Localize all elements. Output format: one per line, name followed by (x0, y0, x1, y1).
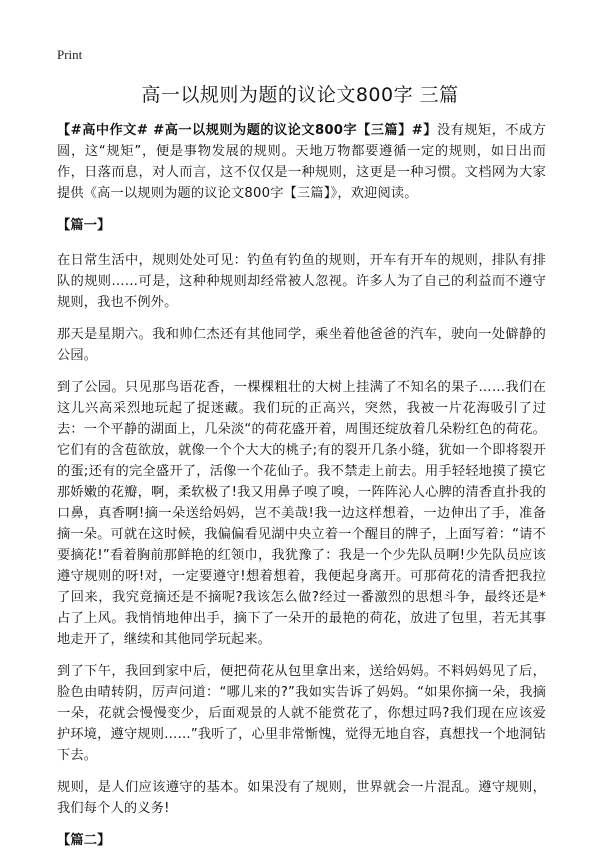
paragraph-3: 到了公园。只见那鸟语花香，一棵棵粗壮的大树上挂满了不知名的果子……我们在这儿兴高采烈地玩起了捉迷藏。我们玩的正高兴，突然，我被一片花海吸引了过去：一个平静的湖面上，几朵淡“的荷花盛开着，周围还绽放着几朵粉红色的荷花。它们有的含苞欲放，就像一个个大大的桃子;有的裂开几条小缝，犹如一个即将裂开的蛋;还有的完全盛开了，活像一个花仙子。我不禁走上前去。用手轻轻地摸了摸它那娇嫩的花瓣，啊，柔软极了!我又用鼻子嗅了嗅，一阵阵沁人心脾的清香直扑我的口鼻，真香啊!摘一朵送给妈妈，岂不美哉!我一边这样想着，一边伸出了手，准备摘一朵。可就在这时候，我偏偏看见湖中央立着一个醒目的牌子，上面写着：“请不要摘花!”看着胸前那鲜艳的红领巾，我犹豫了：我是一个少先队员啊!少先队员应该遵守规则的呀!对，一定要遵守!想着想着，我便起身离开。可那荷花的清香把我拉了回来，我究竟摘还是不摘呢?我该怎么做?经过一番激烈的思想斗争，最终还是*占了上风。我悄悄地伸出手，摘下了一朵开的最艳的荷花，放进了包里，若无其事地走开了，继续和其他同学玩起来。 (57, 380, 546, 647)
paragraph-2: 那天是星期六。我和帅仁杰还有其他同学，乘坐着他爸爸的汽车，驶向一处僻静的公园。 (57, 327, 546, 363)
intro-tags: 【#高中作文# #高一以规则为题的议论文800字【三篇】#】 (57, 123, 437, 138)
paragraph-5: 规则，是人们应该遵守的基本。如果没有了规则，世界就会一片混乱。遵守规则，我们每个人的义务! (57, 780, 546, 816)
article-body (57, 120, 546, 865)
section-heading-1: 【篇一】 (57, 218, 111, 233)
paragraph-4: 到了下午，我回到家中后，便把荷花从包里拿出来，送给妈妈。不料妈妈见了后，脸色由晴转阴，厉声问道：“哪儿来的?”我如实告诉了妈妈。“如果你摘一朵，我摘一朵，花就会慢慢变少，后面观景的人就不能赏花了，你想过吗?我们现在应该爱护环境，遵守规则……”我听了，心里非常惭愧，觉得无地自容，真想找一个地洞钻下去。 (57, 664, 546, 763)
page-title: 高一以规则为题的议论文800字 三篇 (141, 84, 459, 106)
intro-text: 没有规矩，不成方圆，这“规矩”，便是事物发展的规则。天地万物都要遵循一定的规则，如日出而作，日落而息，对人而言，这不仅仅是一种规则，这更是一种习惯。文档网为大家提供《高一以规则为题的议论文800字【三篇】》，欢迎阅读。 (57, 123, 546, 201)
print-link[interactable]: Print (57, 47, 83, 62)
intro-paragraph (57, 120, 546, 204)
paragraph-1: 在日常生活中，规则处处可见：钓鱼有钓鱼的规则，开车有开车的规则，排队有排队的规则……可是，这种种规则却经常被人忽视。许多人为了自己的利益而不遵守规则，我也不例外。 (57, 253, 546, 310)
section-heading-2: 【篇二】 (57, 833, 111, 848)
